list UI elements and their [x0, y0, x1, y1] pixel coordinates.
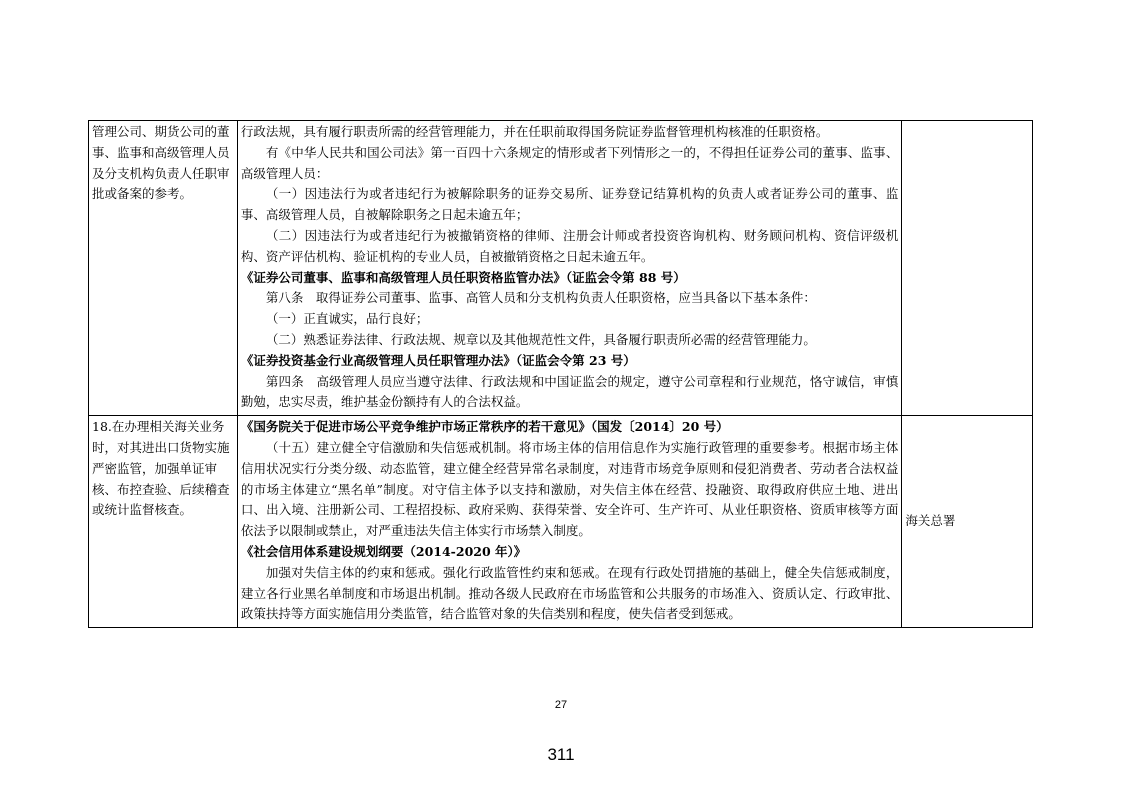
law-title: 《证券公司董事、监事和高级管理人员任职资格监管办法》（证监会令第 88 号） [240, 269, 686, 285]
table-row [89, 121, 1033, 416]
law-paragraph: 第四条 高级管理人员应当遵守法律、行政法规和中国证监会的规定，遵守公司章程和行业规范，恪守诚信，审慎勤勉，忠实尽责，维护基金份额持有人的合法权益。 [240, 373, 899, 410]
dept-cell [902, 121, 1033, 416]
dept-text: 海关总署 [905, 512, 956, 528]
law-paragraph: 有《中华人民共和国公司法》第一百四十六条规定的情形或者下列情形之一的，不得担任证券公司的董事、监事、高级管理人员： [240, 144, 899, 181]
law-paragraph: （一）因违法行为或者违纪行为被解除职务的证券交易所、证券登记结算机构的负责人或者证券公司的董事、监事、高级管理人员，自被解除职务之日起未逾五年； [240, 186, 899, 223]
law-title: 《社会信用体系建设规划纲要（2014-2020 年）》 [240, 543, 527, 559]
law-paragraph: 行政法规，具有履行职责所需的经营管理能力，并在任职前取得国务院证券监督管理机构核准的任职资格。 [240, 124, 829, 139]
measures-table [88, 120, 1033, 628]
item-cell [89, 121, 238, 416]
book-page-number: 311 [547, 745, 575, 764]
law-paragraph: （十五）建立健全守信激励和失信惩戒机制。将市场主体的信用信息作为实施行政管理的重要参考。根据市场主体信用状况实行分类分级、动态监管，建立健全经营异常名录制度，对违背市场竞争原则和侵犯消费者、劳动者合法权益的市场主体建立“黑名单”制度。对守信主体予以支持和激励，对失信主体在经营、投融资、取得政府供应土地、进出口、出入境、注册新公司、工程招投标、政府采购、获得荣誉、安全许可、生产许可、从业任职资格、资质审核等方面依法予以限制或禁止，对严重违法失信主体实行市场禁入制度。 [240, 439, 899, 539]
item-cell [89, 416, 238, 628]
law-paragraph: 加强对失信主体的约束和惩戒。强化行政监管性约束和惩戒。在现有行政处罚措施的基础上，健全失信惩戒制度，建立各行业黑名单制度和市场退出机制。推动各级人民政府在市场监管和公共服务的市场准入、资质认定、行政审批、政策扶持等方面实施信用分类监管，结合监管对象的失信类别和程度，使失信者受到惩戒。 [240, 564, 899, 622]
law-title: 《国务院关于促进市场公平竞争维护市场正常秩序的若干意见》（国发〔2014〕20 号） [240, 419, 729, 435]
law-title: 《证券投资基金行业高级管理人员任职管理办法》（证监会令第 23 号） [240, 352, 636, 368]
basis-cell [237, 121, 901, 416]
law-paragraph: （二）因违法行为或者违纪行为被撤销资格的律师、注册会计师或者投资咨询机构、财务顾问机构、资信评级机构、资产评估机构、验证机构的专业人员，自被撤销资格之日起未逾五年。 [240, 227, 899, 264]
dept-cell [902, 416, 1033, 628]
law-paragraph: 第八条 取得证券公司董事、监事、高管人员和分支机构负责人任职资格，应当具备以下基本条件： [265, 290, 816, 306]
document-page-number: 27 [554, 699, 568, 711]
table-row [89, 416, 1033, 628]
item-text: 18.在办理相关海关业务时，对其进出口货物实施严密监管，加强单证审核、布控查验、后续稽查或统计监督核查。 [92, 419, 230, 518]
law-paragraph: （一）正直诚实，品行良好； [265, 311, 429, 327]
basis-cell [237, 416, 901, 628]
item-text: 管理公司、期货公司的董事、监事和高级管理人员及分支机构负责人任职审批或备案的参考。 [92, 124, 230, 202]
law-paragraph: （二）熟悉证券法律、行政法规、规章以及其他规范性文件，具备履行职责所必需的经营管理能力。 [265, 331, 816, 347]
